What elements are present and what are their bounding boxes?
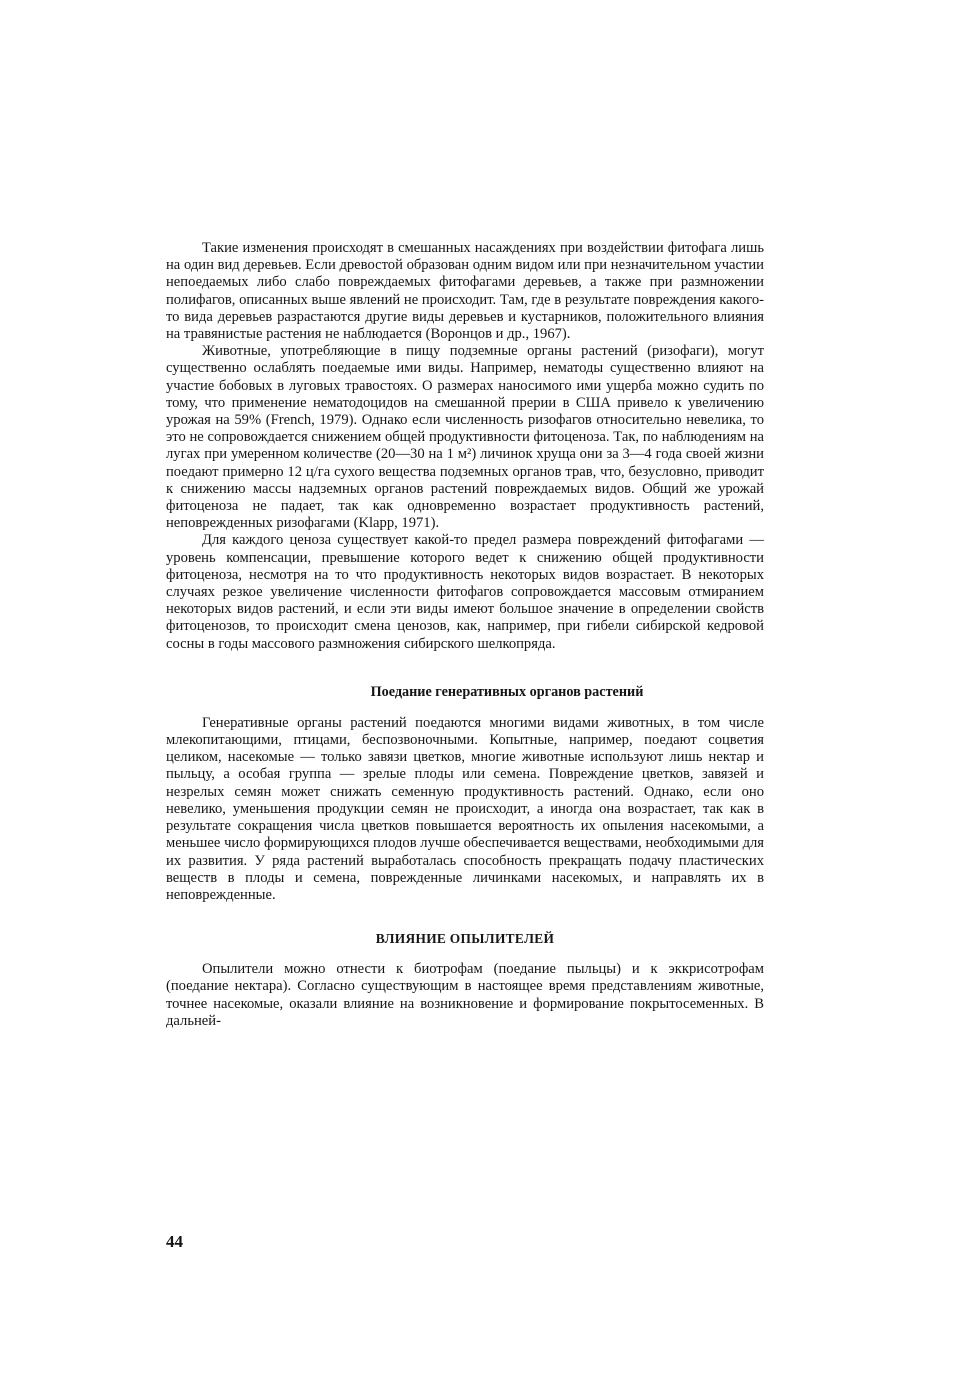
paragraph-pollinators: Опылители можно отнести к биотрофам (поедание пыльцы) и к эккрисотрофам (поедание нектара). Согласно существующим в настоящее время представлениям животные, точнее насекомые, оказали влияние на возникновение и формирование покрытосеменных. В дальней- [166, 961, 764, 1029]
section-heading-pollinators: ВЛИЯНИЕ ОПЫЛИТЕЛЕЙ [375, 931, 555, 947]
paragraph-rhizophages: Животные, употребляющие в пищу подземные органы растений (ризофаги), могут существенно ослаблять поедаемые ими виды. Например, нематоды существенно влияют на участие бобовых в луговых травостоях. О размерах наносимого ими ущерба можно судить по тому, что применение нематодоцидов на смешанной прерии в США привело к увеличению урожая на 59% (French, 1979). Однако если численность ризофагов относительно невелика, то это не сопровождается снижением общей продуктивности фитоценоза. Так, по наблюдениям на лугах при умеренном количестве (20—30 на 1 м²) личинок хруща они за 3—4 года своей жизни поедают примерно 12 ц/га сухого вещества подземных органов трав, что, безусловно, приводит к снижению массы надземных органов растений повреждаемых видов. Общий же урожай фитоценоза не падает, так как одновременно возрастает продуктивность растений, неповрежденных ризофагами (Klapp, 1971). [166, 343, 764, 532]
paragraph-compensation-level: Для каждого ценоза существует какой-то предел размера повреждений фитофагами — уровень компенсации, превышение которого ведет к снижению общей продуктивности фитоценоза, несмотря на то что продуктивность некоторых видов возрастает. В некоторых случаях резкое увеличение численности фитофагов сопровождается массовым отмиранием некоторых видов растений, и если эти виды имеют большое значение в определении свойств фитоценозов, то происходит смена ценозов, как, например, при гибели сибирской кедровой сосны в годы массового размножения сибирского шелкопряда. [166, 532, 764, 652]
page-body [166, 240, 764, 1030]
page-number: 44 [166, 1232, 183, 1251]
paragraph-generative-organs: Генеративные органы растений поедаются многими видами животных, в том числе млекопитающими, птицами, беспозвоночными. Копытные, например, поедают соцветия целиком, насекомые — только завязи цветков, многие животные используют лишь нектар и пыльцу, а особая группа — зрелые плоды или семена. Повреждение цветков, завязей и незрелых семян может снижать семенную продуктивность растений. Однако, если оно невелико, уменьшения продукции семян не происходит, а иногда она возрастает, так как в результате сокращения числа цветков повышается вероятность их опыления насекомыми, а меньшее число формирующихся плодов лучше обеспечивается веществами, необходимыми для их развития. У ряда растений выработалась способность прекращать подачу пластических веществ в плоды и семена, поврежденные личинками насекомых, и направлять их в неповрежденные. [166, 714, 764, 903]
paragraph-phytophage-mixed-stands: Такие изменения происходят в смешанных насаждениях при воздействии фитофага лишь на один вид деревьев. Если древостой образован одним видом или при незначительном участии непоедаемых либо слабо повреждаемых фитофагами деревьев, а также при размножении полифагов, описанных выше явлений не происходит. Там, где в результате повреждения какого-то вида деревьев разрастаются другие виды деревьев и кустарников, положительного влияния на травянистые растения не наблюдается (Воронцов и др., 1967). [166, 240, 764, 343]
section-heading-generative-organs: Поедание генеративных органов растений [370, 683, 644, 700]
